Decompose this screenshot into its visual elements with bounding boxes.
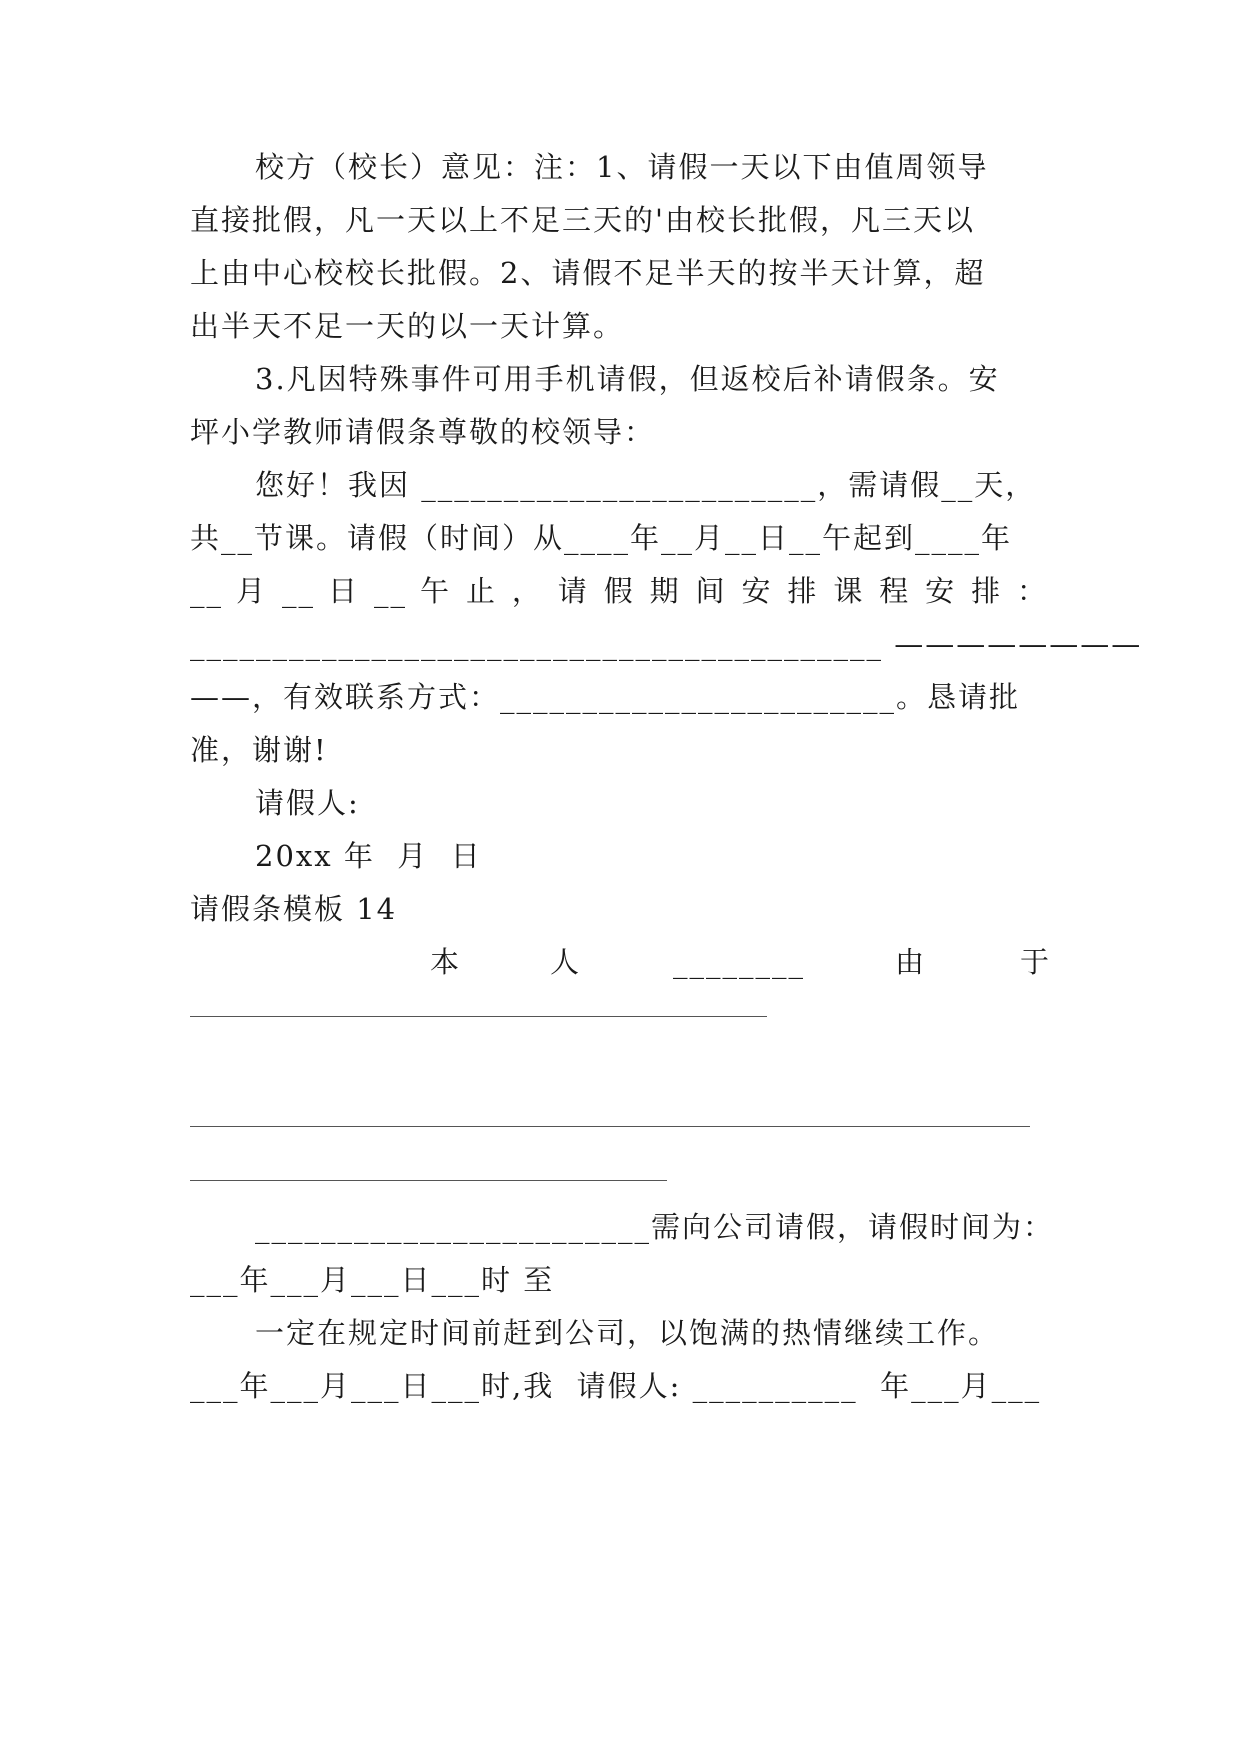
- letter-line-2: 共__节课。请假（时间）从____年__月__日__午起到____年: [190, 521, 1013, 555]
- final-line: ___年___月___日___时,我 请假人: __________ 年___月___: [190, 1369, 1042, 1403]
- reason-rule-3: [190, 1180, 667, 1181]
- note-line-4: 出半天不足一天的以一天计算。: [190, 309, 625, 343]
- letter-line-4: __________________________________________ ————————: [190, 627, 1143, 661]
- time-line: ___年___月___日___时 至: [190, 1263, 555, 1297]
- note-line-3: 上由中心校校长批假。2、请假不足半天的按半天计算，超: [190, 256, 986, 290]
- youyu-char-2: 于: [1020, 945, 1052, 979]
- letter-line-3: __ 月 __ 日 __ 午 止 ， 请 假 期 间 安 排 课 程 安 排 ：: [190, 574, 1048, 608]
- note-line-1: 校方（校长）意见：注：1、请假一天以下由值周领导: [255, 150, 989, 184]
- template-heading: 请假条模板 14: [190, 892, 398, 926]
- note-line-2: 直接批假，凡一天以上不足三天的'由校长批假，凡三天以: [190, 203, 975, 237]
- item3-line-1: 3.凡因特殊事件可用手机请假，但返校后补请假条。安: [255, 362, 1000, 396]
- reason-rule-2: [190, 1126, 1030, 1127]
- reason-rule-1: [190, 1016, 767, 1017]
- letter-line-1: 您好！我因 ________________________，需请假__天，: [255, 468, 1037, 502]
- request-line: ________________________需向公司请假，请假时间为：: [255, 1210, 1055, 1244]
- youyu-char-1: 由: [895, 945, 927, 979]
- benren-char-2: 人: [550, 945, 582, 979]
- name-blank: ________: [673, 945, 805, 979]
- benren-char-1: 本: [430, 945, 462, 979]
- letter-date: 20xx 年 月 日: [255, 839, 482, 873]
- item3-line-2: 坪小学教师请假条尊敬的校领导：: [190, 415, 656, 449]
- signer-label: 请假人:: [255, 786, 360, 820]
- return-line: 一定在规定时间前赶到公司，以饱满的热情继续工作。: [255, 1316, 1000, 1350]
- letter-line-6: 准，谢谢!: [190, 733, 328, 767]
- letter-line-5: ——，有效联系方式：________________________。恳请批: [190, 680, 1021, 714]
